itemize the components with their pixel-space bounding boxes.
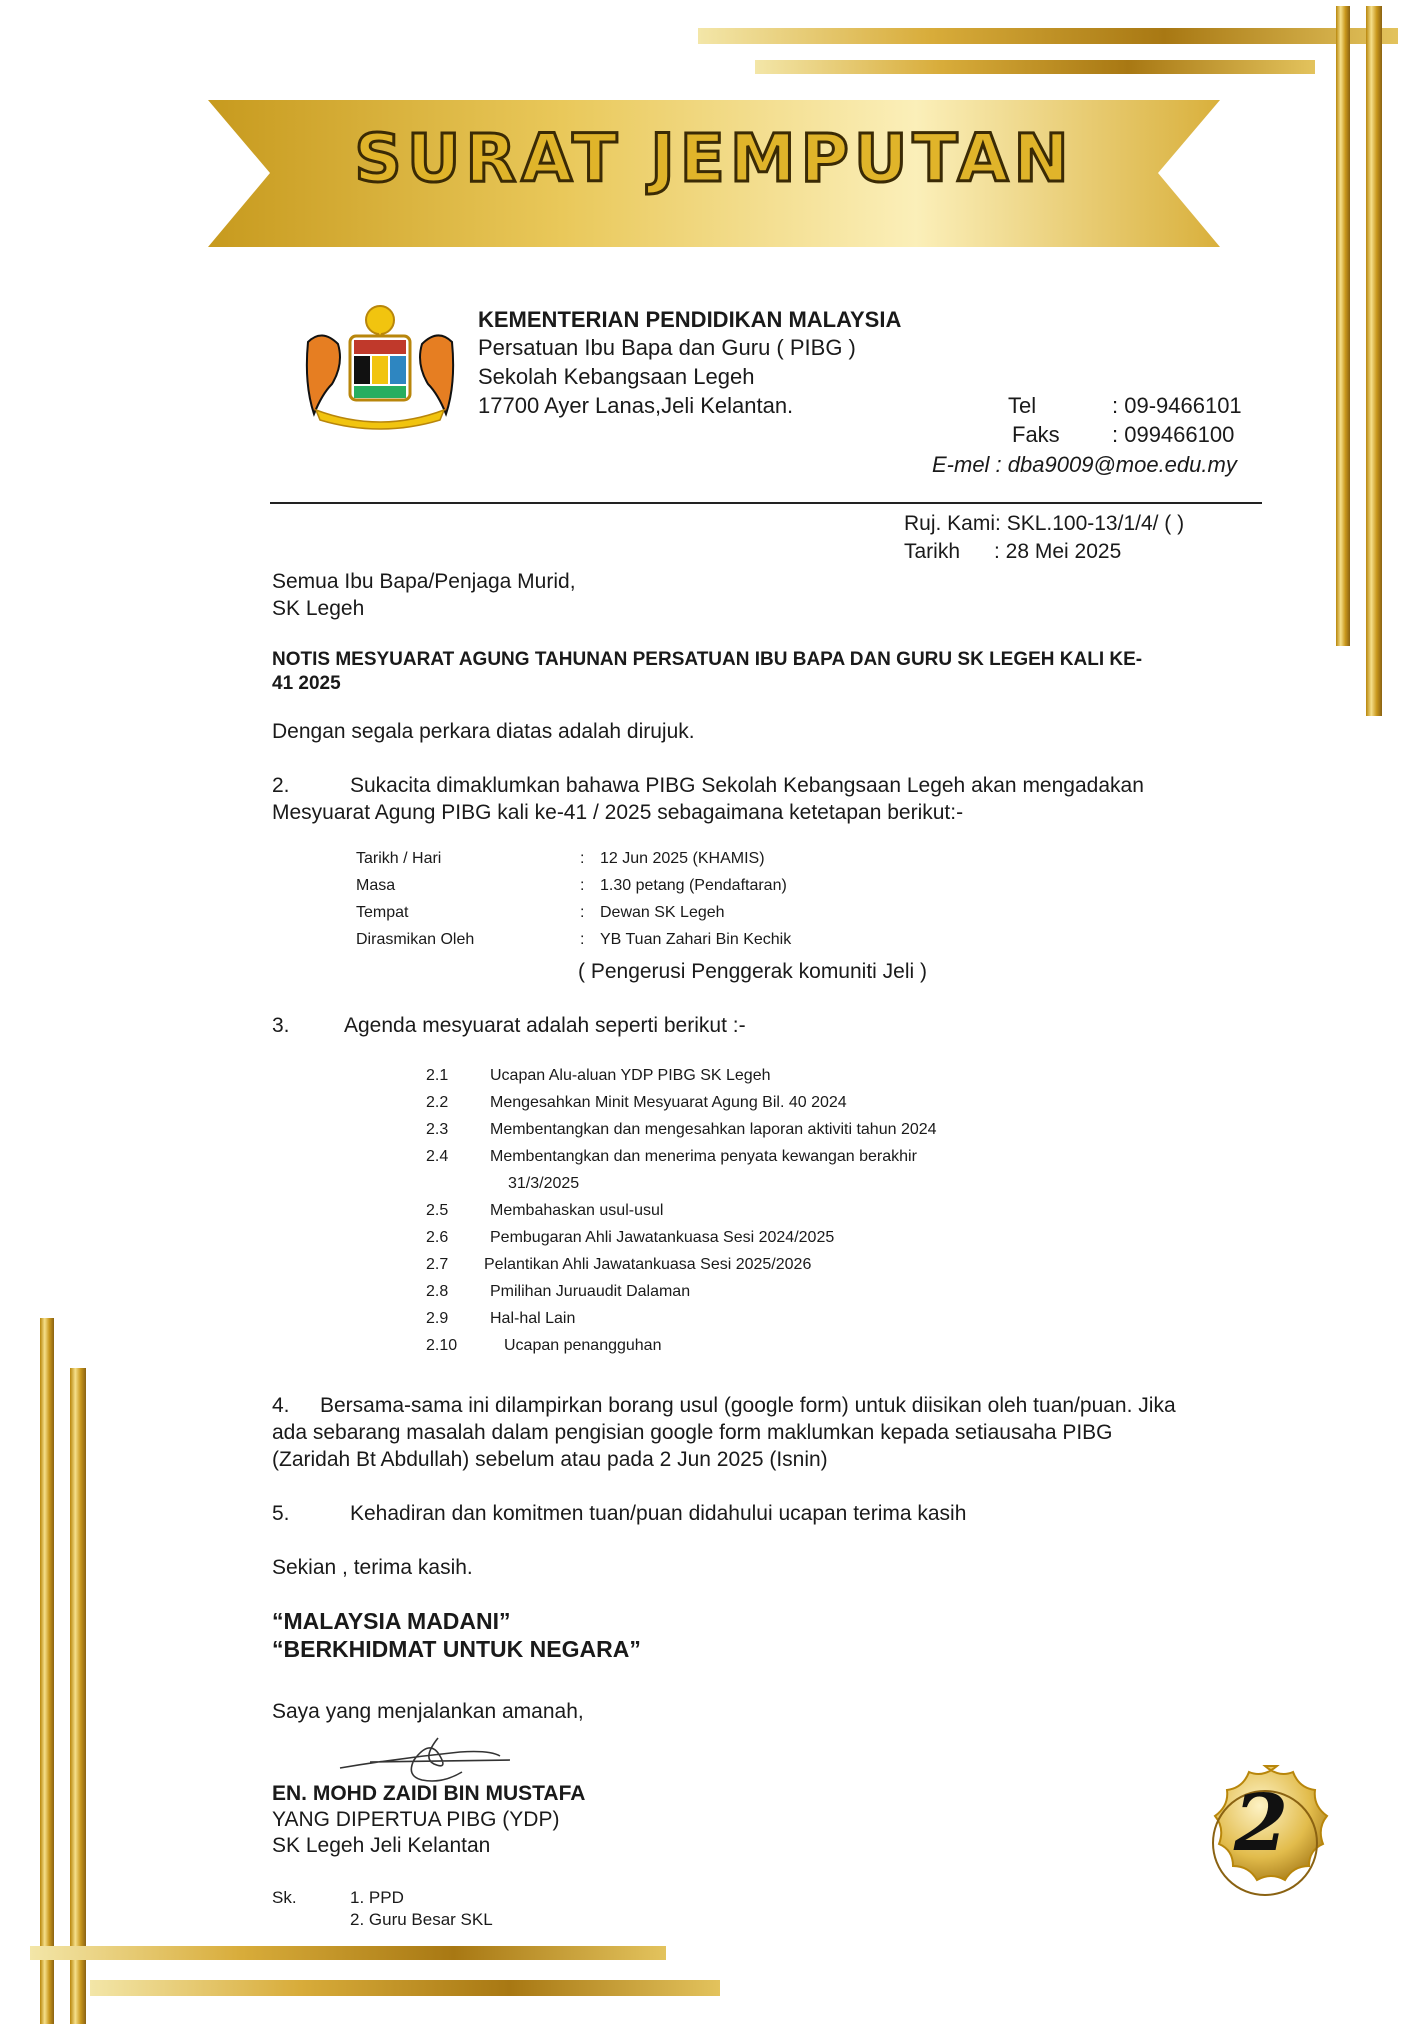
para4-line-3: (Zaridah Bt Abdullah) sebelum atau pada 2 Jun 2025 (Isnin) [272, 1448, 828, 1471]
signatory-place: SK Legeh Jeli Kelantan [272, 1834, 491, 1857]
gold-bar-left-1 [40, 1318, 54, 2024]
para4-line-2: ada sebarang masalah dalam pengisian google form maklumkan kepada setiausaha PIBG [272, 1421, 1113, 1444]
recipient-line-1: Semua Ibu Bapa/Penjaga Murid, [272, 570, 576, 593]
gold-bar-right-2 [1366, 6, 1382, 716]
school-name: Sekolah Kebangsaan Legeh [478, 364, 755, 389]
motto-line-1: “MALAYSIA MADANI” [272, 1608, 511, 1634]
ministry-name: KEMENTERIAN PENDIDIKAN MALAYSIA [478, 307, 902, 332]
sign-intro: Saya yang menjalankan amanah, [272, 1700, 584, 1723]
signature-image [330, 1728, 530, 1788]
officiator-role: ( Pengerusi Penggerak komuniti Jeli ) [578, 960, 928, 983]
tel-value: : 09-9466101 [1112, 393, 1242, 418]
letterhead-divider [270, 502, 1262, 504]
para3-number: 3. [272, 1014, 290, 1037]
para4-number: 4. [272, 1394, 290, 1417]
tel-label: Tel [1008, 393, 1037, 418]
para2-line-2: Mesyuarat Agung PIBG kali ke-41 / 2025 sebagaimana ketetapan berikut:- [272, 801, 964, 824]
opening-line: Dengan segala perkara diatas adalah dirujuk. [272, 720, 695, 743]
gold-bar-left-2 [70, 1368, 86, 2024]
reference-number: Ruj. Kami: SKL.100-13/1/4/ ( ) [904, 512, 1185, 535]
para5-number: 5. [272, 1502, 290, 1525]
para4-line-1: Bersama-sama ini dilampirkan borang usul (google form) untuk diisikan oleh tuan/puan. Jika [320, 1394, 1176, 1417]
banner-title: SURAT JEMPUTAN [354, 120, 1074, 197]
gold-bar-bottom-1 [30, 1946, 666, 1960]
association-name: Persatuan Ibu Bapa dan Guru ( PIBG ) [478, 335, 856, 360]
motto-line-2: “BERKHIDMAT UNTUK NEGARA” [272, 1636, 641, 1662]
fax-label: Faks [1012, 422, 1060, 447]
malaysia-crest-icon [300, 302, 460, 430]
page-number: 2 [1233, 1778, 1289, 1869]
subject-line-2: 41 2025 [272, 673, 341, 694]
gold-bar-top-2 [755, 60, 1315, 74]
school-address: 17700 Ayer Lanas,Jeli Kelantan. [478, 393, 794, 418]
recipient-line-2: SK Legeh [272, 597, 365, 620]
date-label: Tarikh [904, 540, 961, 563]
para2-line-1: Sukacita dimaklumkan bahawa PIBG Sekolah Kebangsaan Legeh akan mengadakan [350, 774, 1144, 797]
para5-text: Kehadiran dan komitmen tuan/puan didahului ucapan terima kasih [350, 1502, 967, 1525]
gold-bar-top-1 [698, 28, 1398, 44]
para2-number: 2. [272, 774, 290, 797]
cc-label: Sk. [272, 1888, 297, 1907]
subject-line-1: NOTIS MESYUARAT AGUNG TAHUNAN PERSATUAN IBU BAPA DAN GURU SK LEGEH KALI KE- [272, 649, 1143, 670]
signatory-name: EN. MOHD ZAIDI BIN MUSTAFA [272, 1782, 586, 1805]
gold-bar-right-1 [1336, 6, 1350, 646]
closing-line: Sekian , terima kasih. [272, 1556, 473, 1579]
fax-value: : 099466100 [1112, 422, 1235, 447]
cc-item: 1. PPD [350, 1888, 404, 1907]
email: E-mel : dba9009@moe.edu.my [932, 452, 1237, 477]
gold-bar-bottom-2 [90, 1980, 720, 1996]
date-value: : 28 Mei 2025 [994, 540, 1122, 563]
signatory-title: YANG DIPERTUA PIBG (YDP) [272, 1808, 560, 1831]
para3-text: Agenda mesyuarat adalah seperti berikut :- [344, 1014, 746, 1037]
cc-item: 2. Guru Besar SKL [350, 1910, 493, 1929]
